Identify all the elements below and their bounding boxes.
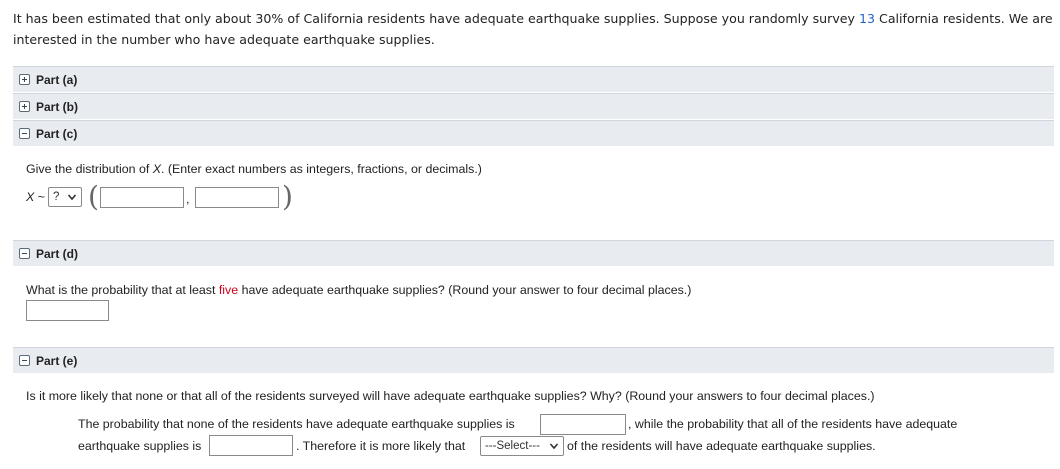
distribution-param-1-input[interactable] bbox=[100, 187, 184, 208]
likelihood-select[interactable]: ---Select--- bbox=[480, 436, 564, 456]
part-d-header[interactable] bbox=[13, 240, 1054, 266]
open-paren: ( bbox=[88, 180, 99, 213]
part-d-prompt: What is the probability that at least five have adequate earthquake supplies? (Round your answer to four decimal places.) bbox=[26, 283, 692, 297]
probability-at-least-five-input[interactable] bbox=[26, 300, 109, 321]
distribution-select[interactable]: ? bbox=[48, 187, 82, 207]
part-c-label: Part (c) bbox=[36, 126, 78, 141]
part-e-prompt: Is it more likely that none or that all of the residents surveyed will have adequate earthquake supplies? Why? (Round your answers to four decimal places.) bbox=[26, 389, 875, 403]
part-a-header[interactable] bbox=[13, 66, 1054, 92]
probability-none-input[interactable] bbox=[540, 414, 626, 435]
plus-box-icon[interactable] bbox=[19, 101, 30, 112]
plus-box-icon[interactable] bbox=[19, 74, 30, 85]
minus-box-icon[interactable] bbox=[19, 128, 30, 139]
part-e-line2-post: of the residents will have adequate earthquake supplies. bbox=[567, 439, 876, 453]
part-d-label: Part (d) bbox=[36, 246, 78, 261]
chevron-down-icon bbox=[549, 441, 559, 451]
part-e-header[interactable] bbox=[13, 347, 1054, 373]
part-e-line1-post: , while the probability that all of the residents have adequate bbox=[628, 417, 958, 431]
minus-box-icon[interactable] bbox=[19, 355, 30, 366]
chevron-down-icon bbox=[67, 192, 77, 202]
distribution-label: X ~ bbox=[26, 190, 45, 204]
part-c-prompt: Give the distribution of X. (Enter exact numbers as integers, fractions, or decimals.) bbox=[26, 162, 482, 176]
probability-all-input[interactable] bbox=[209, 435, 293, 456]
problem-statement: It has been estimated that only about 30% of California residents have adequate earthquake supplies. Suppose you randomly survey 13 California residents. We are interested in the number who have adequate earthquake supplies. bbox=[13, 11, 1053, 47]
part-e-line2-mid: . Therefore it is more likely that bbox=[296, 439, 466, 453]
part-e-line2-pre: earthquake supplies is bbox=[78, 439, 202, 453]
part-a-label: Part (a) bbox=[36, 72, 78, 87]
minus-box-icon[interactable] bbox=[19, 248, 30, 259]
close-paren: ) bbox=[282, 180, 293, 213]
part-b-header[interactable] bbox=[13, 93, 1054, 119]
distribution-param-2-input[interactable] bbox=[195, 187, 279, 208]
part-e-line1-pre: The probability that none of the residents have adequate earthquake supplies is bbox=[78, 417, 515, 431]
part-c-header[interactable] bbox=[13, 120, 1054, 146]
sample-size: 13 bbox=[859, 11, 876, 26]
part-b-label: Part (b) bbox=[36, 99, 78, 114]
part-e-label: Part (e) bbox=[36, 353, 78, 368]
param-comma: , bbox=[186, 192, 190, 206]
